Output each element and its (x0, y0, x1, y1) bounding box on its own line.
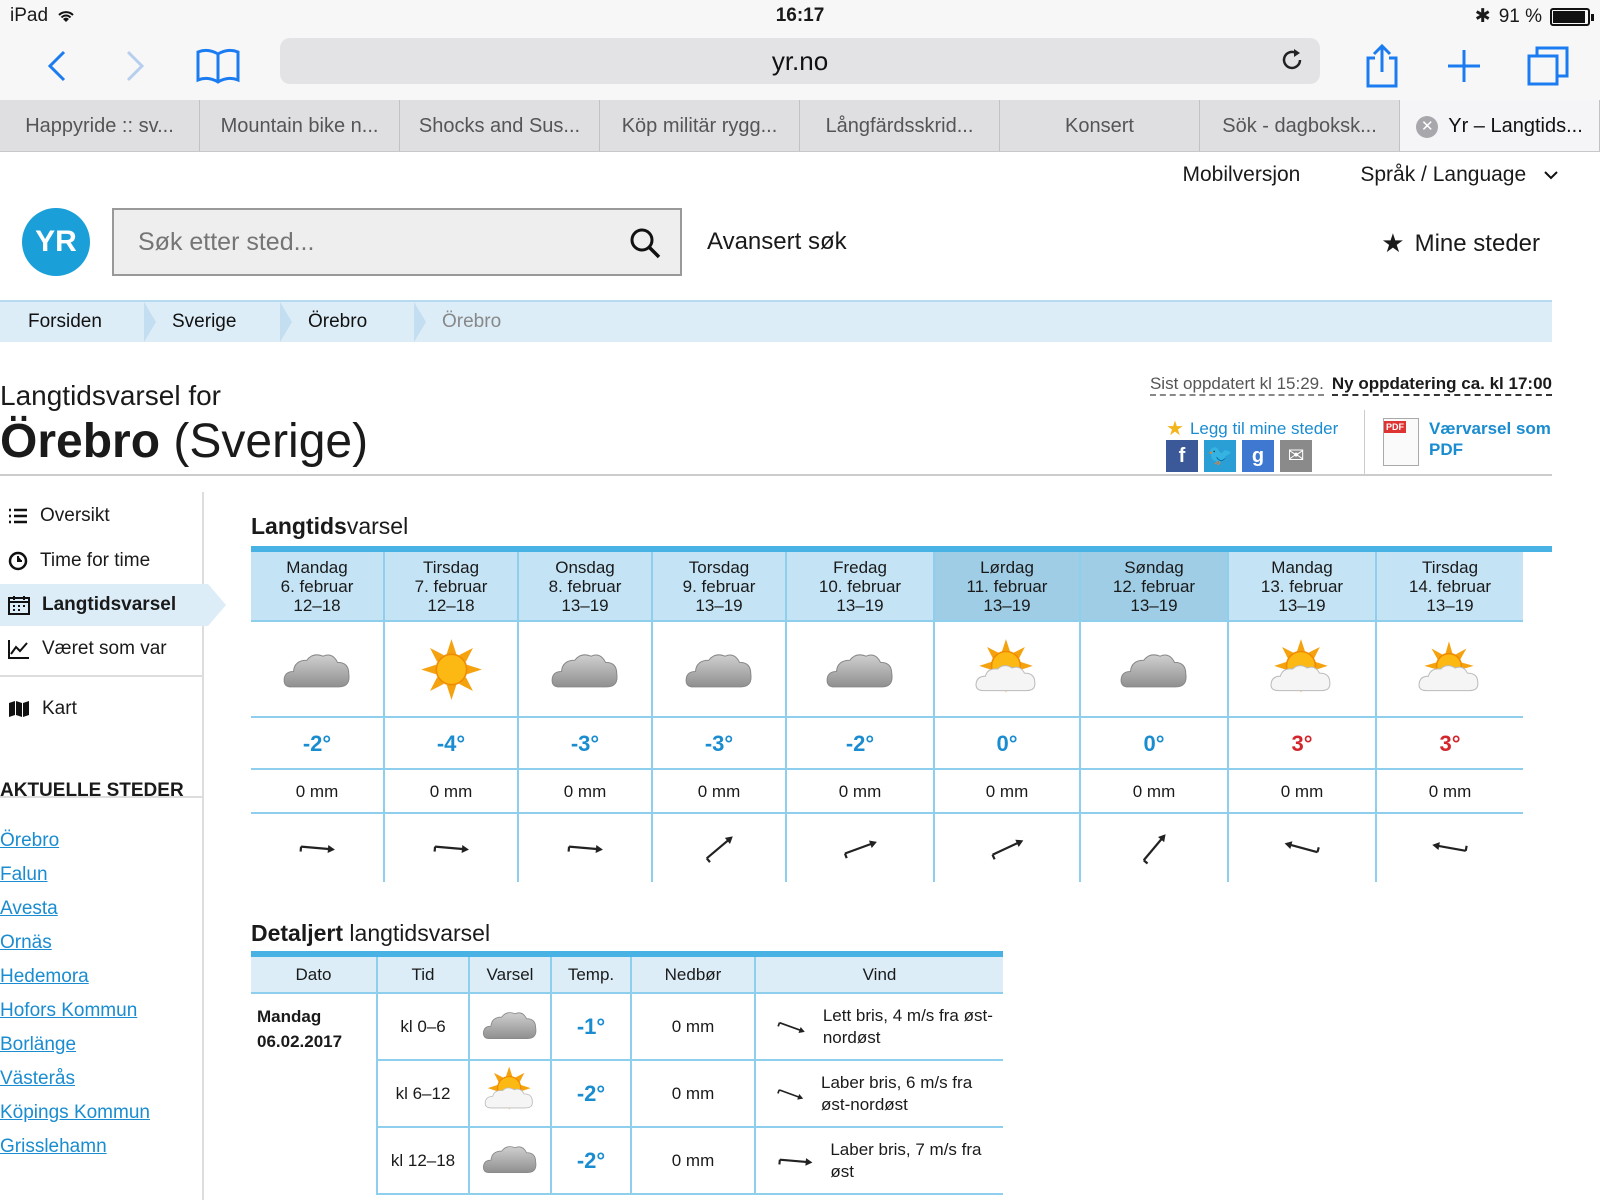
forecast-day (653, 552, 787, 882)
temperature: 0° (1081, 718, 1227, 770)
sun-cloud-icon (1266, 637, 1338, 702)
day-name: Mandag (286, 558, 348, 577)
nav-hourly[interactable] (0, 540, 204, 582)
day-name: Onsdag (555, 558, 615, 577)
email-icon[interactable]: ✉ (1280, 440, 1312, 472)
breadcrumb-item[interactable] (0, 302, 144, 342)
places-heading: AKTUELLE STEDER (0, 780, 184, 801)
facebook-icon[interactable]: f (1166, 440, 1198, 472)
country-name: (Sverige) (173, 415, 369, 468)
wind (787, 814, 933, 882)
search-icon[interactable] (628, 226, 662, 260)
day-date: 13. februar (1260, 577, 1344, 596)
day-hours: 13–19 (1130, 596, 1178, 615)
day-name: Mandag (1271, 558, 1333, 577)
pdf-badge: PDF (1386, 422, 1404, 432)
nav-label: Kart (42, 698, 77, 719)
day-date: 12. februar (1112, 577, 1196, 596)
temperature: -3° (653, 718, 785, 770)
cloud-icon (281, 648, 353, 691)
heading-rest: varsel (346, 513, 409, 539)
date-day: Mandag (257, 1007, 322, 1026)
day-header (653, 552, 785, 622)
weather-symbol (251, 622, 383, 718)
new-tab-button[interactable] (1436, 38, 1492, 94)
temp-cell: -2° (551, 1060, 631, 1127)
longterm-heading (251, 513, 408, 540)
breadcrumb (0, 300, 1552, 342)
cloud-icon (824, 648, 896, 691)
pdf-link[interactable] (1383, 418, 1551, 466)
place-link[interactable]: Borlänge (0, 1034, 77, 1055)
breadcrumb-label: Örebro (308, 311, 368, 332)
day-header (935, 552, 1079, 622)
place-link[interactable]: Ornäs (0, 932, 52, 953)
temp-cell: -1° (551, 993, 631, 1060)
day-header (1081, 552, 1227, 622)
wind (1377, 814, 1523, 882)
sun-cloud-icon (1414, 637, 1486, 702)
weather-symbol (653, 622, 785, 718)
day-hours: 13–19 (983, 596, 1031, 615)
day-hours: 13–19 (561, 596, 609, 615)
date-cell (251, 993, 377, 1194)
pdf-label-line2: PDF (1429, 440, 1463, 459)
temperature: 3° (1377, 718, 1523, 770)
day-name: Torsdag (688, 558, 750, 577)
weather-symbol (385, 622, 517, 718)
forecast-day (519, 552, 653, 882)
nav-label: Været som var (42, 638, 167, 659)
wind-description: Laber bris, 6 m/s fra øst-nordøst (820, 1072, 973, 1114)
browser-tab[interactable]: Konsert (1000, 100, 1200, 151)
column-header: Dato (251, 957, 377, 993)
page-title (0, 414, 368, 469)
twitter-icon[interactable]: 🐦 (1204, 440, 1236, 472)
heading-bold: Detaljert (251, 920, 344, 946)
browser-tab[interactable]: Shocks and Sus... (400, 100, 600, 151)
plus-icon (1446, 48, 1482, 84)
browser-tab-active[interactable] (1400, 100, 1600, 151)
active-tab-label: Yr – Langtids... (1448, 115, 1583, 137)
chevron-right-icon (124, 48, 148, 84)
place-name: Örebro (0, 415, 161, 468)
nav-label: Time for time (40, 550, 151, 571)
precipitation: 0 mm (1229, 770, 1375, 814)
temperature: -2° (787, 718, 933, 770)
last-updated: Sist oppdatert kl 15:29. (1150, 374, 1324, 396)
place-link[interactable]: Avesta (0, 898, 58, 919)
wind (935, 814, 1079, 882)
day-header (1229, 552, 1375, 622)
my-places-link[interactable] (1381, 228, 1540, 259)
update-info (1150, 374, 1552, 396)
forward-button[interactable] (108, 38, 164, 94)
share-icon (1365, 44, 1399, 88)
nav-label: Oversikt (40, 505, 110, 526)
wind-arrow-icon (774, 1139, 816, 1183)
wind-arrow-icon (1132, 826, 1176, 870)
forecast-day (787, 552, 935, 882)
forecast-day (1229, 552, 1377, 882)
url-bar[interactable] (280, 38, 1320, 84)
temperature: 0° (935, 718, 1079, 770)
day-header (1377, 552, 1523, 622)
day-date: 9. februar (682, 577, 756, 596)
place-link[interactable]: Örebro (0, 830, 60, 851)
column-header: Vind (755, 957, 1003, 993)
tabs-overview-button[interactable] (1520, 38, 1576, 94)
temperature: 3° (1229, 718, 1375, 770)
calendar-icon (8, 595, 30, 615)
detail-heading (251, 920, 490, 947)
weather-symbol (519, 622, 651, 718)
heading-bold: Langtids (251, 513, 347, 539)
browser-toolbar (0, 32, 1600, 100)
browser-tab[interactable]: Happyride :: sv... (0, 100, 200, 151)
cloud-icon (549, 648, 621, 691)
detail-table (251, 951, 1003, 1195)
chevron-down-icon (1542, 169, 1560, 181)
precip-cell: 0 mm (631, 993, 755, 1060)
battery-icon (1550, 8, 1590, 26)
wind-arrow-icon (1280, 826, 1324, 870)
wind-arrow-icon (295, 826, 339, 870)
column-header: Temp. (551, 957, 631, 993)
weather-symbol (1377, 622, 1523, 718)
forecast-day (1377, 552, 1523, 882)
time-cell: kl 12–18 (377, 1127, 469, 1194)
day-header (519, 552, 651, 622)
forecast-day (935, 552, 1081, 882)
wind-arrow-icon (774, 1072, 807, 1116)
cloud-icon (683, 648, 755, 691)
bluetooth-icon: ✱ (1474, 6, 1491, 27)
forecast-day (385, 552, 519, 882)
precipitation: 0 mm (519, 770, 651, 814)
time-cell: kl 0–6 (377, 993, 469, 1060)
day-name: Søndag (1124, 558, 1184, 577)
time-cell: kl 6–12 (377, 1060, 469, 1127)
place-link[interactable]: Hedemora (0, 966, 89, 987)
breadcrumb-separator (414, 302, 426, 342)
pdf-icon (1383, 418, 1419, 466)
add-to-my-places-label: Legg til mine steder (1189, 418, 1339, 438)
nav-overview[interactable] (0, 495, 204, 537)
close-tab-icon[interactable]: ✕ (1416, 116, 1438, 138)
top-nav (1182, 163, 1560, 187)
day-date: 8. februar (548, 577, 622, 596)
wind-description: Lett bris, 4 m/s fra øst-nordøst (822, 1005, 993, 1047)
day-hours: 13–19 (836, 596, 884, 615)
tabs-icon (1527, 46, 1569, 86)
weather-symbol (1229, 622, 1375, 718)
wind (1229, 814, 1375, 882)
day-hours: 13–19 (695, 596, 743, 615)
wind-arrow-icon (838, 826, 882, 870)
sidebar-divider (0, 675, 204, 677)
temperature: -4° (385, 718, 517, 770)
day-hours: 12–18 (427, 596, 475, 615)
search-input[interactable] (114, 210, 594, 274)
url-text: yr.no (771, 46, 829, 76)
precipitation: 0 mm (251, 770, 383, 814)
nav-label: Langtidsvarsel (42, 594, 177, 615)
symbol-cell (469, 1060, 551, 1127)
wind-arrow-icon (1428, 826, 1472, 870)
wind-arrow-icon (774, 1005, 809, 1049)
tab-bar (0, 100, 1600, 152)
temperature: -3° (519, 718, 651, 770)
browser-tab[interactable]: Långfärdsskrid... (800, 100, 1000, 151)
day-date: 6. februar (280, 577, 354, 596)
google-plus-icon[interactable]: g (1242, 440, 1274, 472)
share-buttons (1166, 440, 1312, 472)
sun-cloud-icon (481, 1065, 539, 1117)
clock-icon (8, 551, 28, 571)
symbol-cell (469, 1127, 551, 1194)
day-hours: 13–19 (1278, 596, 1326, 615)
wind-description: Laber bris, 7 m/s fra øst (830, 1139, 982, 1181)
wind (1081, 814, 1227, 882)
nav-longterm[interactable] (0, 584, 208, 626)
day-date: 7. februar (414, 577, 488, 596)
breadcrumb-separator (280, 302, 292, 342)
table-row (251, 993, 1003, 1060)
star-icon: ★ (1381, 228, 1405, 258)
advanced-search-link[interactable]: Avansert søk (707, 228, 847, 255)
precipitation: 0 mm (1081, 770, 1227, 814)
precip-cell: 0 mm (631, 1127, 755, 1194)
breadcrumb-label: Sverige (172, 311, 237, 332)
wind-arrow-icon (985, 826, 1029, 870)
star-icon: ★ (1166, 418, 1184, 440)
breadcrumb-label: Forsiden (28, 311, 102, 332)
clock: 16:17 (775, 5, 825, 26)
wind-arrow-icon (563, 826, 607, 870)
cloud-icon (1118, 648, 1190, 691)
pdf-label-line1: Værvarsel som (1429, 419, 1551, 438)
wind-cell (755, 1127, 1003, 1194)
browser-tab[interactable]: Köp militär rygg... (600, 100, 800, 151)
browser-tab[interactable]: Sök - dagboksk... (1200, 100, 1400, 151)
place-link[interactable]: Grisslehamn (0, 1136, 107, 1157)
place-link[interactable]: Hofors Kommun (0, 1000, 138, 1021)
precipitation: 0 mm (385, 770, 517, 814)
reload-icon[interactable] (1278, 46, 1306, 74)
back-button[interactable] (28, 38, 84, 94)
list-icon (8, 507, 28, 525)
map-icon (8, 700, 30, 718)
date-value: 06.02.2017 (257, 1032, 343, 1051)
day-name: Tirsdag (422, 558, 480, 577)
battery-percent: 91 % (1498, 5, 1542, 27)
day-date: 11. februar (966, 577, 1048, 596)
day-header (385, 552, 517, 622)
sun-cloud-icon (971, 637, 1043, 702)
breadcrumb-item[interactable] (144, 302, 280, 342)
temp-cell: -2° (551, 1127, 631, 1194)
forecast-grid (251, 546, 1552, 882)
wind-cell (755, 993, 1003, 1060)
column-header: Nedbør (631, 957, 755, 993)
divider (1364, 410, 1365, 474)
nav-history[interactable] (0, 628, 204, 670)
day-header (787, 552, 933, 622)
weather-symbol (935, 622, 1079, 718)
add-to-my-places[interactable] (1166, 416, 1338, 441)
chevron-left-icon (44, 48, 68, 84)
precip-cell: 0 mm (631, 1060, 755, 1127)
column-header: Tid (377, 957, 469, 993)
heading-rest: langtidsvarsel (343, 920, 491, 946)
chart-line-icon (8, 639, 30, 659)
wind-cell (755, 1060, 1003, 1127)
breadcrumb-separator (144, 302, 156, 342)
weather-symbol (1081, 622, 1227, 718)
precipitation: 0 mm (1377, 770, 1523, 814)
yr-logo[interactable]: YR (22, 208, 90, 276)
breadcrumb-current: Örebro (442, 311, 502, 332)
day-date: 10. februar (818, 577, 902, 596)
precipitation: 0 mm (935, 770, 1079, 814)
day-name: Lørdag (980, 558, 1034, 577)
day-hours: 13–19 (1426, 596, 1474, 615)
place-link[interactable]: Köpings Kommun (0, 1102, 150, 1123)
breadcrumb-item[interactable] (280, 302, 414, 342)
column-header: Varsel (469, 957, 551, 993)
language-label: Språk / Language (1360, 163, 1527, 186)
language-menu[interactable] (1360, 163, 1560, 187)
day-hours: 12–18 (293, 596, 341, 615)
book-icon (196, 48, 240, 84)
precipitation: 0 mm (787, 770, 933, 814)
temperature: -2° (251, 718, 383, 770)
weather-symbol (787, 622, 933, 718)
cloud-icon (481, 1141, 539, 1176)
place-link[interactable]: Västerås (0, 1068, 75, 1089)
day-name: Fredag (833, 558, 887, 577)
mobile-version-link[interactable]: Mobilversjon (1182, 163, 1301, 186)
search-box (112, 208, 682, 276)
device-label: iPad (10, 5, 49, 26)
cloud-icon (481, 1007, 539, 1042)
title-divider (0, 474, 1552, 476)
sun-icon (419, 637, 484, 702)
nav-map[interactable] (0, 688, 204, 730)
place-link[interactable]: Falun (0, 864, 48, 885)
wind (519, 814, 651, 882)
my-places-label: Mine steder (1414, 229, 1540, 257)
forecast-day (1081, 552, 1229, 882)
symbol-cell (469, 993, 551, 1060)
share-button[interactable] (1354, 38, 1410, 94)
next-update: Ny oppdatering ca. kl 17:00 (1332, 374, 1552, 396)
wind (385, 814, 517, 882)
bookmarks-button[interactable] (190, 38, 246, 94)
wind (653, 814, 785, 882)
browser-tab[interactable]: Mountain bike n... (200, 100, 400, 151)
forecast-day (251, 552, 385, 882)
day-name: Tirsdag (1421, 558, 1479, 577)
wind-arrow-icon (429, 826, 473, 870)
wind-arrow-icon (697, 826, 741, 870)
day-header (251, 552, 383, 622)
page-subtitle: Langtidsvarsel for (0, 380, 222, 411)
status-bar (0, 0, 1600, 32)
day-date: 14. februar (1408, 577, 1492, 596)
precipitation: 0 mm (653, 770, 785, 814)
wind (251, 814, 383, 882)
